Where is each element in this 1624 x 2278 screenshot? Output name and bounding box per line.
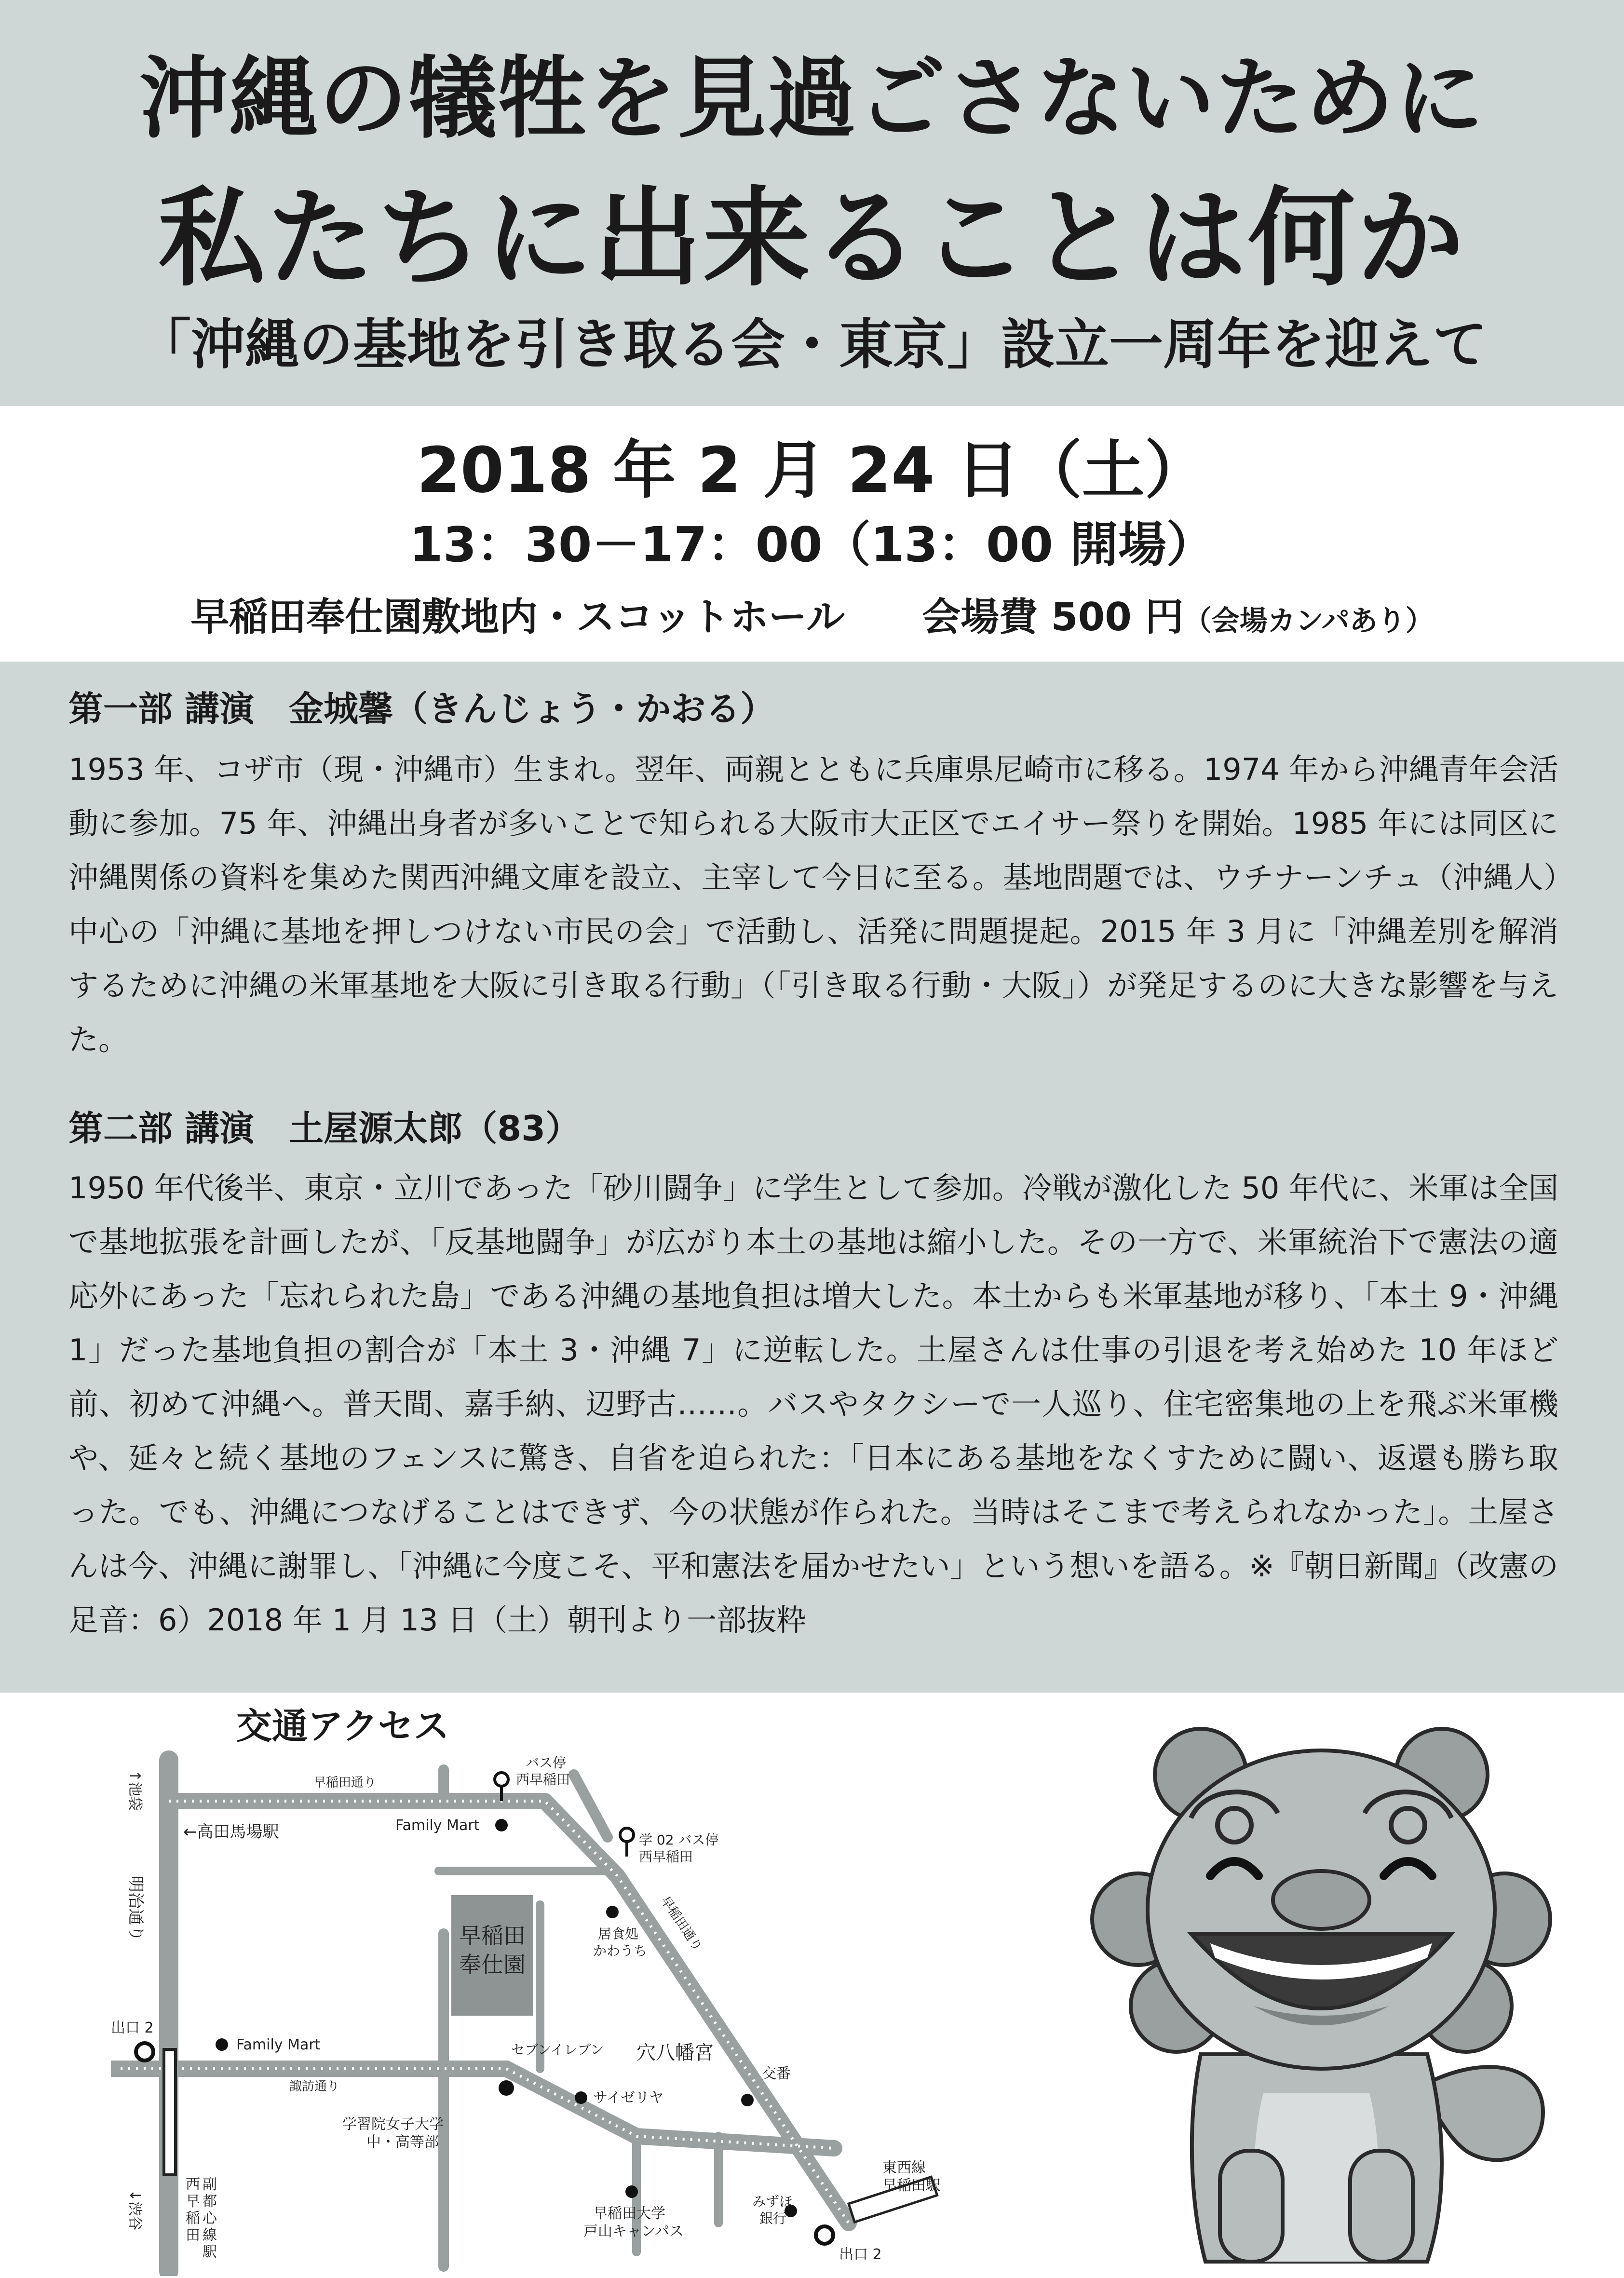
part1-heading: 第一部 講演 金城馨（きんじょう・かおる） <box>68 689 775 729</box>
map-takadanobaba: ←高田馬場駅 <box>183 1822 279 1842</box>
map-saizeriya: サイゼリヤ <box>593 2089 664 2106</box>
event-venue-line <box>0 588 1624 650</box>
part2-body: 1950 年代後半、東京・立川であった「砂川闘争」に学生として参加。冷戦が激化した 50 年代に、米軍は全国で基地拡張を計画したが、「反基地闘争」が広がり本土の基地は縮小した。その一方で、米軍統治下で憲法の適応外にあった「忘れられた島」である沖縄の基地負担は増大した。本土からも米軍基地が移り、「本土 9・沖縄 1」だった基地負担の割合が「本土 3・沖縄 7」に逆転した。土屋さんは仕事の引退を考え始めた 10 年ほど前、初めて沖縄へ。普天間、嘉手納、辺野古……。バスやタクシーで一人巡り、住宅密集地の上を飛ぶ米軍機や、延々と続く基地のフェンスに驚き、自省を迫られた：「日本にある基地をなくすために闘い、返還も勝ち取った。でも、沖縄につなげることはできず、今の状態が作られた。当時はそこまで考えられなかった」。土屋さんは今、沖縄に謝罪し、「沖縄に今度こそ、平和憲法を届かせたい」という想いを語る。※『朝日新聞』（改憲の足音：6）2018 年 1 月 13 日（土）朝刊より一部抜粋 <box>68 1170 1558 1638</box>
map-suwa-dori: 諏訪通り <box>289 2079 340 2094</box>
map-mizuho-b: 銀行 <box>759 2210 787 2226</box>
map-koban: 交番 <box>762 2065 791 2082</box>
fee-note: （会場カンパあり） <box>1183 604 1434 637</box>
event-time: 13：30－17：00（13：00 開場） <box>409 516 1215 573</box>
map-waseda-univ-b: 戸山キャンパス <box>583 2223 684 2240</box>
map-waseda-dori-diag: 早稲田通り <box>658 1894 705 1954</box>
fukutoshin-station-mark <box>164 2049 176 2175</box>
map-meiji-dori: 明治通り <box>126 1876 145 1941</box>
waseda-univ-dot <box>625 2185 638 2198</box>
map-shibuya: ↓渋谷 <box>126 2189 143 2231</box>
map-izakaya-b: かわうち <box>593 1943 648 1959</box>
map-fukutoshin-1: 早 <box>186 2193 200 2210</box>
map-fukutoshin2-0: 副 <box>203 2176 217 2193</box>
access-map <box>111 1741 1056 2276</box>
seven-eleven-dot <box>499 2080 514 2096</box>
shisa-lion-icon <box>1080 1717 1562 2266</box>
map-gakushuin-a: 学習院女子大学 <box>342 2116 444 2133</box>
map-gakushuin-b: 中・高等部 <box>366 2134 439 2151</box>
map-waseda-univ-a: 早稲田大学 <box>593 2205 665 2222</box>
familymart-1-dot <box>495 1819 508 1831</box>
saizeriya-dot <box>575 2091 587 2104</box>
venue-name: 早稲田奉仕園敷地内・スコットホール <box>190 595 845 639</box>
map-fukutoshin-3: 田 <box>186 2227 200 2244</box>
map-izakaya-a: 居食処 <box>598 1926 639 1942</box>
map-fukutoshin2-2: 心 <box>203 2210 217 2227</box>
map-bus-stop-1b: 西早稲田 <box>516 1772 570 1788</box>
map-fukutoshin-2: 稲 <box>186 2210 200 2227</box>
map-mizuho-a: みずほ <box>752 2194 793 2210</box>
map-tozai-a: 東西線 <box>882 2159 926 2176</box>
part2-heading: 第二部 講演 土屋源太郎（83） <box>68 1108 581 1149</box>
map-waseda-dori-top: 早稲田通り <box>313 1776 377 1790</box>
access-title: 交通アクセス <box>236 1706 449 1747</box>
event-date: 2018 年 2 月 24 日（土） <box>417 434 1207 507</box>
map-exit2-right: 出口 2 <box>839 2246 882 2263</box>
road-suwa <box>111 2069 834 2148</box>
map-fukutoshin2-1: 都 <box>203 2193 217 2210</box>
venue-gap <box>845 595 922 639</box>
familymart-2-dot <box>216 2038 228 2051</box>
subtitle: 「沖縄の基地を引き取る会・東京」設立一周年を迎えて <box>137 313 1487 376</box>
map-familymart-1: Family Mart <box>395 1817 480 1834</box>
map-ikebukuro: ↑池袋 <box>126 1770 143 1811</box>
map-fukutoshin2-3: 線 <box>203 2227 217 2244</box>
map-seven-eleven: セブンイレブン <box>511 2042 604 2058</box>
fee: 会場費 500 円 <box>922 595 1184 639</box>
map-bus-stop-1a: バス停 <box>526 1755 567 1771</box>
map-fukutoshin2-4: 駅 <box>203 2244 217 2261</box>
map-fukutoshin-0: 西 <box>186 2176 200 2193</box>
map-familymart-2: Family Mart <box>236 2036 321 2053</box>
map-anahachimangu: 穴八幡宮 <box>636 2042 714 2064</box>
title-line-1: 沖縄の犠牲を見過ごさないために <box>139 47 1485 150</box>
map-venue-a: 早稲田 <box>459 1923 526 1949</box>
title-line-2: 私たちに出来ることは何か <box>158 176 1466 301</box>
map-tozai-b: 早稲田駅 <box>882 2177 940 2194</box>
part1-body: 1953 年、コザ市（現・沖縄市）生まれ。翌年、両親とともに兵庫県尼崎市に移る。1974 年から沖縄青年会活動に参加。75 年、沖縄出身者が多いことで知られる大阪市大正区でエイサー祭りを開始。1985 年には同区に沖縄関係の資料を集めた関西沖縄文庫を設立、主宰して今日に至る。基地問題では、ウチナーンチュ（沖縄人）中心の「沖縄に基地を押しつけない市民の会」で活動し、活発に問題提起。2015 年 3 月に「沖縄差別を解消するために沖縄の米軍基地を大阪に引き取る行動」（「引き取る行動・大阪」）が発足するのに大きな影響を与えた。 <box>68 752 1558 1057</box>
izakaya-dot <box>606 1906 619 1918</box>
map-bus-stop-2a: 学 02 バス停 <box>639 1832 719 1848</box>
road-waseda-diag <box>545 1801 849 2223</box>
map-exit2-left: 出口 2 <box>111 2020 154 2036</box>
koban-dot <box>741 2094 754 2106</box>
map-bus-stop-2b: 西早稲田 <box>639 1849 693 1865</box>
map-venue-b: 奉仕園 <box>459 1952 526 1978</box>
